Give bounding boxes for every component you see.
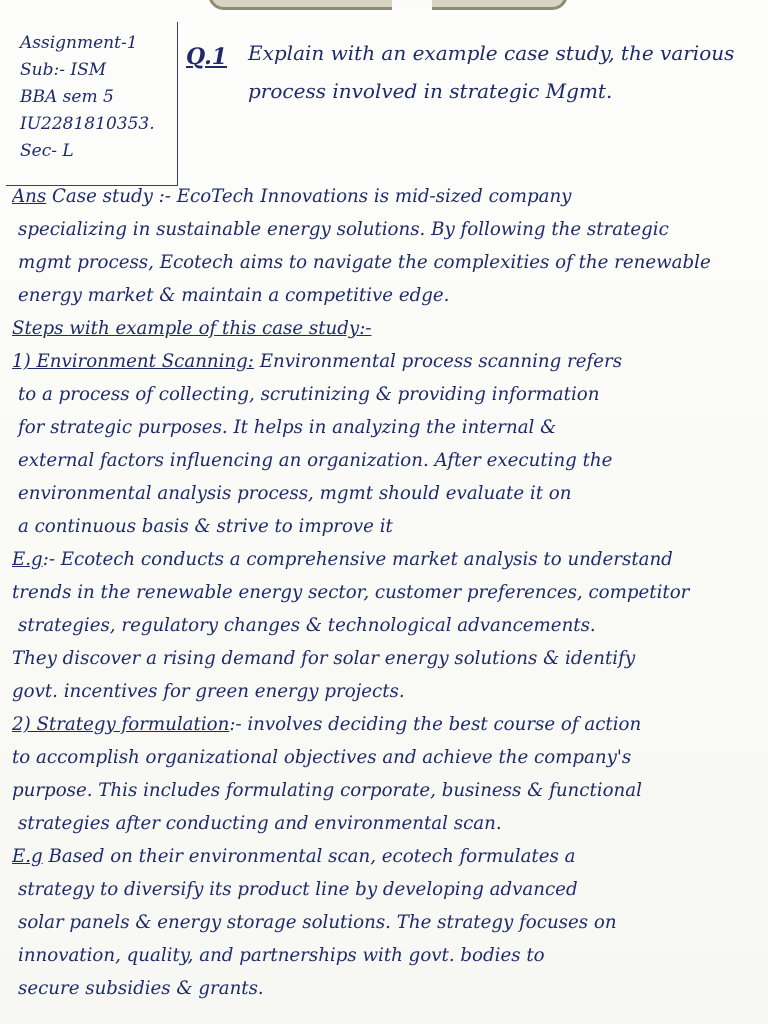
example1-line bbox=[12, 543, 760, 576]
step2-line-2: purpose. This includes formulating corporate, business & functional bbox=[12, 780, 642, 801]
question-number: Q.1 bbox=[186, 44, 228, 70]
info-assignment: Assignment-1 bbox=[20, 33, 138, 53]
info-section: Sec- L bbox=[20, 141, 74, 161]
info-roll-number: IU2281810353. bbox=[20, 114, 155, 134]
example2-line-4: secure subsidies & grants. bbox=[18, 978, 264, 999]
example1-line-2: strategies, regulatory changes & technological advancements. bbox=[18, 615, 596, 636]
binder-clip-gap bbox=[392, 0, 432, 10]
example2-line-3: innovation, quality, and partnerships with govt. bodies to bbox=[18, 945, 545, 966]
step1-label: 1) Environment Scanning: bbox=[12, 351, 254, 372]
binder-clip-icon bbox=[208, 0, 568, 10]
example1-line-0: :- Ecotech conducts a comprehensive market analysis to understand bbox=[42, 549, 673, 570]
step1-line-5: a continuous basis & strive to improve it bbox=[18, 516, 393, 537]
step1-line bbox=[12, 345, 760, 378]
step1-line-0: Environmental process scanning refers bbox=[259, 351, 623, 372]
answer-block bbox=[12, 180, 760, 1005]
intro-line-2: mgmt process, Ecotech aims to navigate the complexities of the renewable bbox=[18, 252, 711, 273]
step1-line-3: external factors influencing an organization. After executing the bbox=[18, 450, 613, 471]
steps-heading: Steps with example of this case study:- bbox=[12, 318, 372, 339]
intro-line-0: Case study :- EcoTech Innovations is mid-sized company bbox=[51, 186, 572, 207]
example1-line-4: govt. incentives for green energy projects. bbox=[12, 681, 405, 702]
example2-line-2: solar panels & energy storage solutions. The strategy focuses on bbox=[18, 912, 617, 933]
info-semester: BBA sem 5 bbox=[20, 87, 114, 107]
example2-line-0: Based on their environmental scan, ecotech formulates a bbox=[48, 846, 576, 867]
question-text: Explain with an example case study, the various process involved in strategic Mgmt. bbox=[248, 41, 735, 103]
step2-line-0: :- involves deciding the best course of action bbox=[229, 714, 642, 735]
step1-line-1: to a process of collecting, scrutinizing & providing information bbox=[18, 384, 600, 405]
step2-line bbox=[12, 708, 760, 741]
example1-line-1: trends in the renewable energy sector, customer preferences, competitor bbox=[12, 582, 690, 603]
example2-label: E.g bbox=[12, 846, 43, 867]
example1-line-3: They discover a rising demand for solar energy solutions & identify bbox=[12, 648, 636, 669]
info-subject: Sub:- ISM bbox=[20, 60, 107, 80]
intro-line-1: specializing in sustainable energy solutions. By following the strategic bbox=[18, 219, 669, 240]
intro-line-3: energy market & maintain a competitive edge. bbox=[18, 285, 450, 306]
example2-line bbox=[12, 840, 760, 873]
assignment-info-box bbox=[6, 22, 178, 186]
example1-label: E.g bbox=[12, 549, 43, 570]
answer-label: Ans bbox=[12, 186, 47, 207]
example2-line-1: strategy to diversify its product line by developing advanced bbox=[18, 879, 578, 900]
answer-line bbox=[12, 180, 760, 213]
step1-line-4: environmental analysis process, mgmt should evaluate it on bbox=[18, 483, 572, 504]
step2-label: 2) Strategy formulation bbox=[12, 714, 230, 735]
step2-line-3: strategies after conducting and environmental scan. bbox=[18, 813, 502, 834]
step2-line-1: to accomplish organizational objectives and achieve the company's bbox=[12, 747, 632, 768]
step1-line-2: for strategic purposes. It helps in analyzing the internal & bbox=[18, 417, 557, 438]
